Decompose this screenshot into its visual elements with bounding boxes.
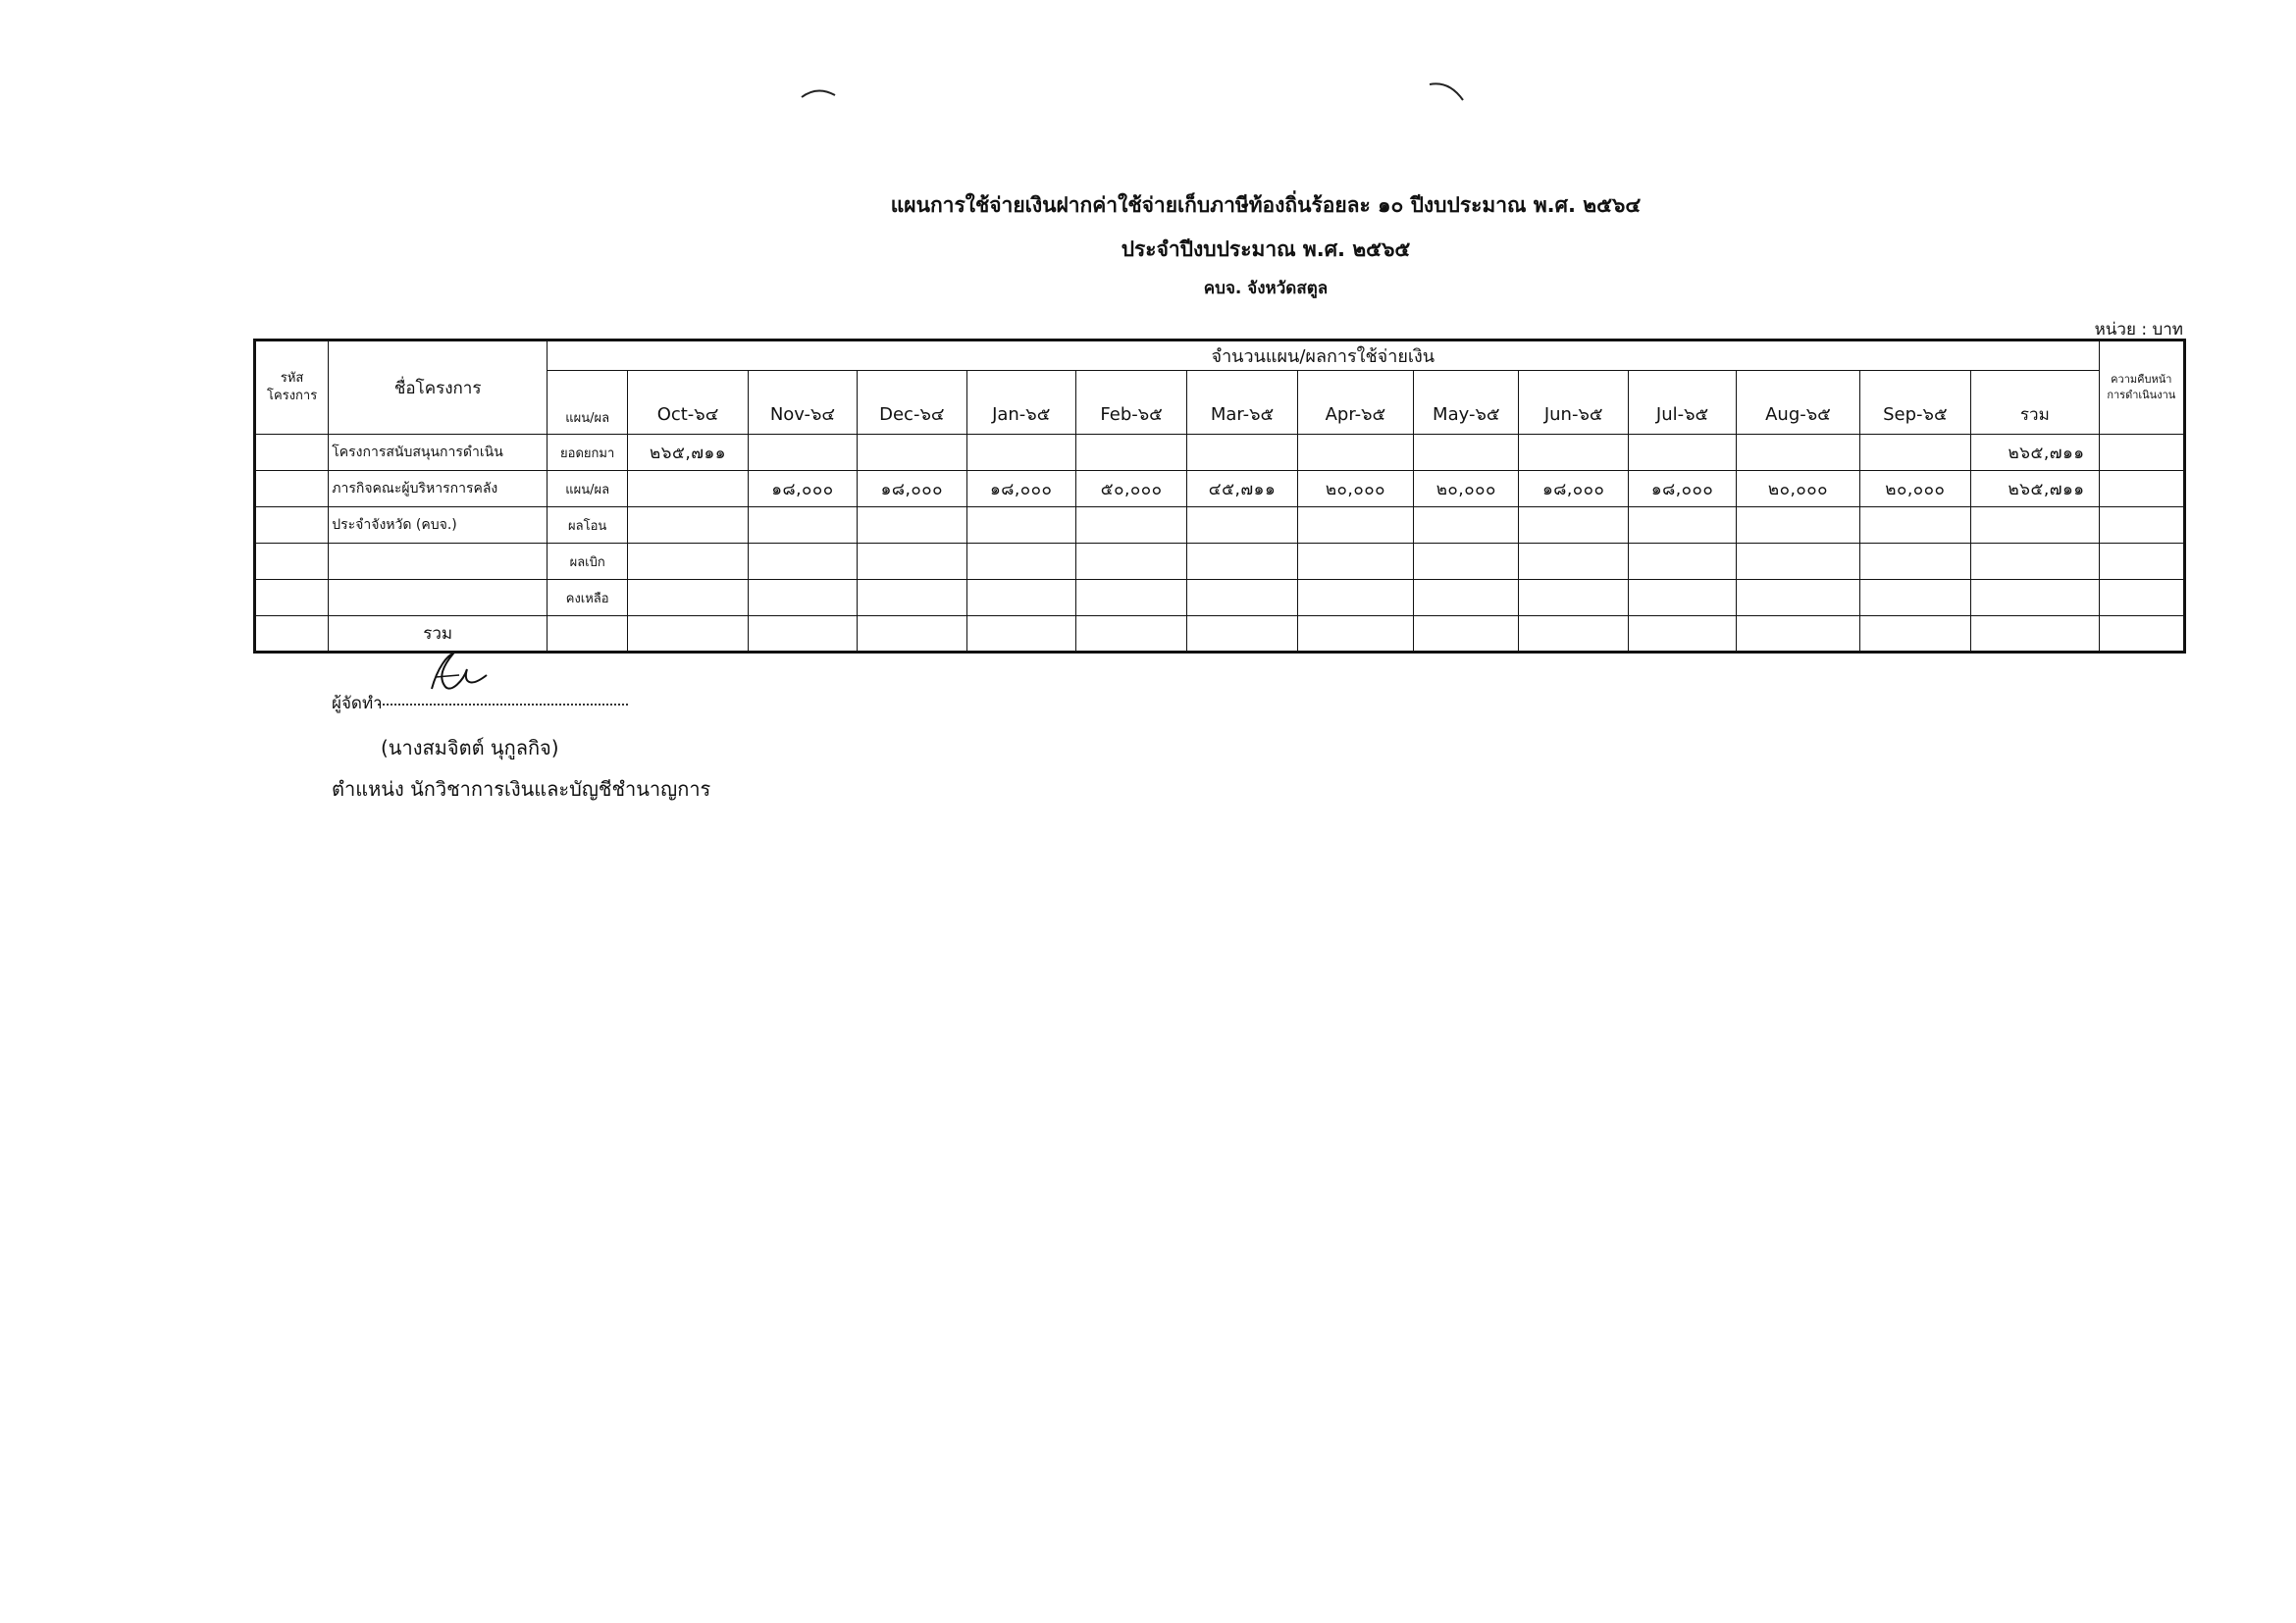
footer-cell <box>1628 616 1736 653</box>
unit-label: หน่วย : บาท <box>2094 320 2183 340</box>
month-value-cell <box>628 544 748 580</box>
month-value-cell: ๑๘,๐๐๐ <box>1519 471 1628 507</box>
total-cell: ๒๖๕,๗๑๑ <box>1971 471 2100 507</box>
project-name-cell: โครงการสนับสนุนการดำเนิน <box>329 435 548 471</box>
plan-result-cell: ยอดยกมา <box>548 435 628 471</box>
month-value-cell <box>1519 507 1628 544</box>
month-value-cell <box>1187 507 1297 544</box>
header-plan-result-group: จำนวนแผน/ผลการใช้จ่ายเงิน <box>548 340 2100 371</box>
progress-cell <box>2099 580 2184 616</box>
month-value-cell <box>628 471 748 507</box>
prepared-by-label: ผู้จัดทำ <box>332 694 383 713</box>
footer-cell <box>1859 616 1970 653</box>
progress-cell <box>2099 544 2184 580</box>
month-value-cell <box>1859 544 1970 580</box>
month-value-cell <box>1297 435 1413 471</box>
month-value-cell <box>1737 544 1859 580</box>
footer-cell <box>255 616 329 653</box>
header-project-code: รหัส โครงการ <box>255 340 329 435</box>
header-month: Jan-๖๕ <box>966 371 1075 435</box>
table-row <box>255 435 2185 471</box>
month-value-cell <box>1187 580 1297 616</box>
budget-table <box>253 339 2186 654</box>
month-value-cell <box>858 580 966 616</box>
plan-result-cell: แผน/ผล <box>548 471 628 507</box>
month-value-cell <box>1519 435 1628 471</box>
signature <box>424 648 493 701</box>
month-value-cell <box>1628 435 1736 471</box>
table-row <box>255 471 2185 507</box>
month-value-cell <box>966 544 1075 580</box>
project-code-cell <box>255 471 329 507</box>
total-cell <box>1971 507 2100 544</box>
month-value-cell <box>1859 580 1970 616</box>
progress-cell <box>2099 507 2184 544</box>
header-month: Aug-๖๕ <box>1737 371 1859 435</box>
total-cell: ๒๖๕,๗๑๑ <box>1971 435 2100 471</box>
project-code-cell <box>255 580 329 616</box>
month-value-cell <box>1628 544 1736 580</box>
footer-cell <box>2099 616 2184 653</box>
footer-cell <box>548 616 628 653</box>
month-value-cell <box>1519 544 1628 580</box>
table-row <box>255 580 2185 616</box>
progress-cell <box>2099 471 2184 507</box>
month-value-cell <box>748 507 857 544</box>
month-value-cell <box>1075 580 1186 616</box>
header-month: Sep-๖๕ <box>1859 371 1970 435</box>
header-project-name: ชื่อโครงการ <box>329 340 548 435</box>
month-value-cell <box>1628 580 1736 616</box>
project-code-cell <box>255 435 329 471</box>
plan-result-cell: ผลโอน <box>548 507 628 544</box>
month-value-cell <box>1075 507 1186 544</box>
month-value-cell <box>628 580 748 616</box>
footer-cell <box>966 616 1075 653</box>
month-value-cell: ๑๘,๐๐๐ <box>748 471 857 507</box>
document-organization: คบจ. จังหวัดสตูล <box>1203 279 1329 298</box>
footer-cell <box>1519 616 1628 653</box>
month-value-cell <box>1187 435 1297 471</box>
month-value-cell <box>748 435 857 471</box>
footer-cell <box>748 616 857 653</box>
month-value-cell <box>748 580 857 616</box>
month-value-cell <box>858 507 966 544</box>
month-value-cell: ๒๐,๐๐๐ <box>1859 471 1970 507</box>
month-value-cell: ๒๐,๐๐๐ <box>1737 471 1859 507</box>
header-total: รวม <box>1971 371 2100 435</box>
header-month: Nov-๖๔ <box>748 371 857 435</box>
month-value-cell <box>1414 507 1519 544</box>
header-month: Apr-๖๕ <box>1297 371 1413 435</box>
project-name-cell <box>329 544 548 580</box>
month-value-cell <box>1297 544 1413 580</box>
footer-cell <box>1971 616 2100 653</box>
document-subtitle: ประจำปีงบประมาณ พ.ศ. ๒๕๖๕ <box>1121 237 1411 261</box>
month-value-cell: ๕๐,๐๐๐ <box>1075 471 1186 507</box>
hole-mark-left <box>800 83 839 103</box>
progress-cell <box>2099 435 2184 471</box>
month-value-cell <box>1737 507 1859 544</box>
project-code-cell <box>255 507 329 544</box>
header-month: May-๖๕ <box>1414 371 1519 435</box>
month-value-cell <box>1187 544 1297 580</box>
header-plan-result: แผน/ผล <box>548 371 628 435</box>
month-value-cell <box>1859 507 1970 544</box>
month-value-cell <box>1075 544 1186 580</box>
footer-cell <box>1414 616 1519 653</box>
month-value-cell <box>966 435 1075 471</box>
footer-cell <box>1737 616 1859 653</box>
total-cell <box>1971 544 2100 580</box>
total-cell <box>1971 580 2100 616</box>
month-value-cell <box>1414 580 1519 616</box>
preparer-position: ตำแหน่ง นักวิชาการเงินและบัญชีชำนาญการ <box>332 777 711 801</box>
project-name-cell: ประจำจังหวัด (คบจ.) <box>329 507 548 544</box>
month-value-cell <box>1414 544 1519 580</box>
table-row <box>255 507 2185 544</box>
header-month: Dec-๖๔ <box>858 371 966 435</box>
table-row <box>255 544 2185 580</box>
header-month: Jul-๖๕ <box>1628 371 1736 435</box>
month-value-cell: ๒๖๕,๗๑๑ <box>628 435 748 471</box>
month-value-cell: ๒๐,๐๐๐ <box>1414 471 1519 507</box>
month-value-cell <box>748 544 857 580</box>
month-value-cell: ๑๘,๐๐๐ <box>858 471 966 507</box>
month-value-cell <box>858 544 966 580</box>
month-value-cell <box>858 435 966 471</box>
month-value-cell <box>1519 580 1628 616</box>
footer-total-label: รวม <box>329 616 548 653</box>
month-value-cell: ๑๘,๐๐๐ <box>1628 471 1736 507</box>
footer-cell <box>1187 616 1297 653</box>
header-month: Feb-๖๕ <box>1075 371 1186 435</box>
project-code-cell <box>255 544 329 580</box>
footer-cell <box>1075 616 1186 653</box>
signature-line <box>378 704 628 706</box>
month-value-cell: ๒๐,๐๐๐ <box>1297 471 1413 507</box>
month-value-cell <box>966 580 1075 616</box>
month-value-cell <box>1859 435 1970 471</box>
plan-result-cell: คงเหลือ <box>548 580 628 616</box>
month-value-cell <box>966 507 1075 544</box>
project-name-cell <box>329 580 548 616</box>
hole-mark-right <box>1428 79 1467 104</box>
document-title: แผนการใช้จ่ายเงินฝากค่าใช้จ่ายเก็บภาษีท้องถิ่นร้อยละ ๑๐ ปีงบประมาณ พ.ศ. ๒๕๖๔ <box>890 193 1642 217</box>
month-value-cell <box>1297 580 1413 616</box>
table-footer-row <box>255 616 2185 653</box>
footer-cell <box>1297 616 1413 653</box>
footer-cell <box>858 616 966 653</box>
preparer-name: (นางสมจิตต์ นุกูลกิจ) <box>381 736 559 759</box>
month-value-cell <box>1737 580 1859 616</box>
header-month: Jun-๖๕ <box>1519 371 1628 435</box>
month-value-cell <box>628 507 748 544</box>
month-value-cell <box>1075 435 1186 471</box>
month-value-cell: ๑๘,๐๐๐ <box>966 471 1075 507</box>
header-month: Mar-๖๕ <box>1187 371 1297 435</box>
project-name-cell: ภารกิจคณะผู้บริหารการคลัง <box>329 471 548 507</box>
month-value-cell <box>1737 435 1859 471</box>
footer-cell <box>628 616 748 653</box>
month-value-cell <box>1628 507 1736 544</box>
header-month: Oct-๖๔ <box>628 371 748 435</box>
month-value-cell: ๔๕,๗๑๑ <box>1187 471 1297 507</box>
month-value-cell <box>1414 435 1519 471</box>
month-value-cell <box>1297 507 1413 544</box>
header-progress: ความคืบหน้าการดำเนินงาน <box>2099 340 2184 435</box>
plan-result-cell: ผลเบิก <box>548 544 628 580</box>
